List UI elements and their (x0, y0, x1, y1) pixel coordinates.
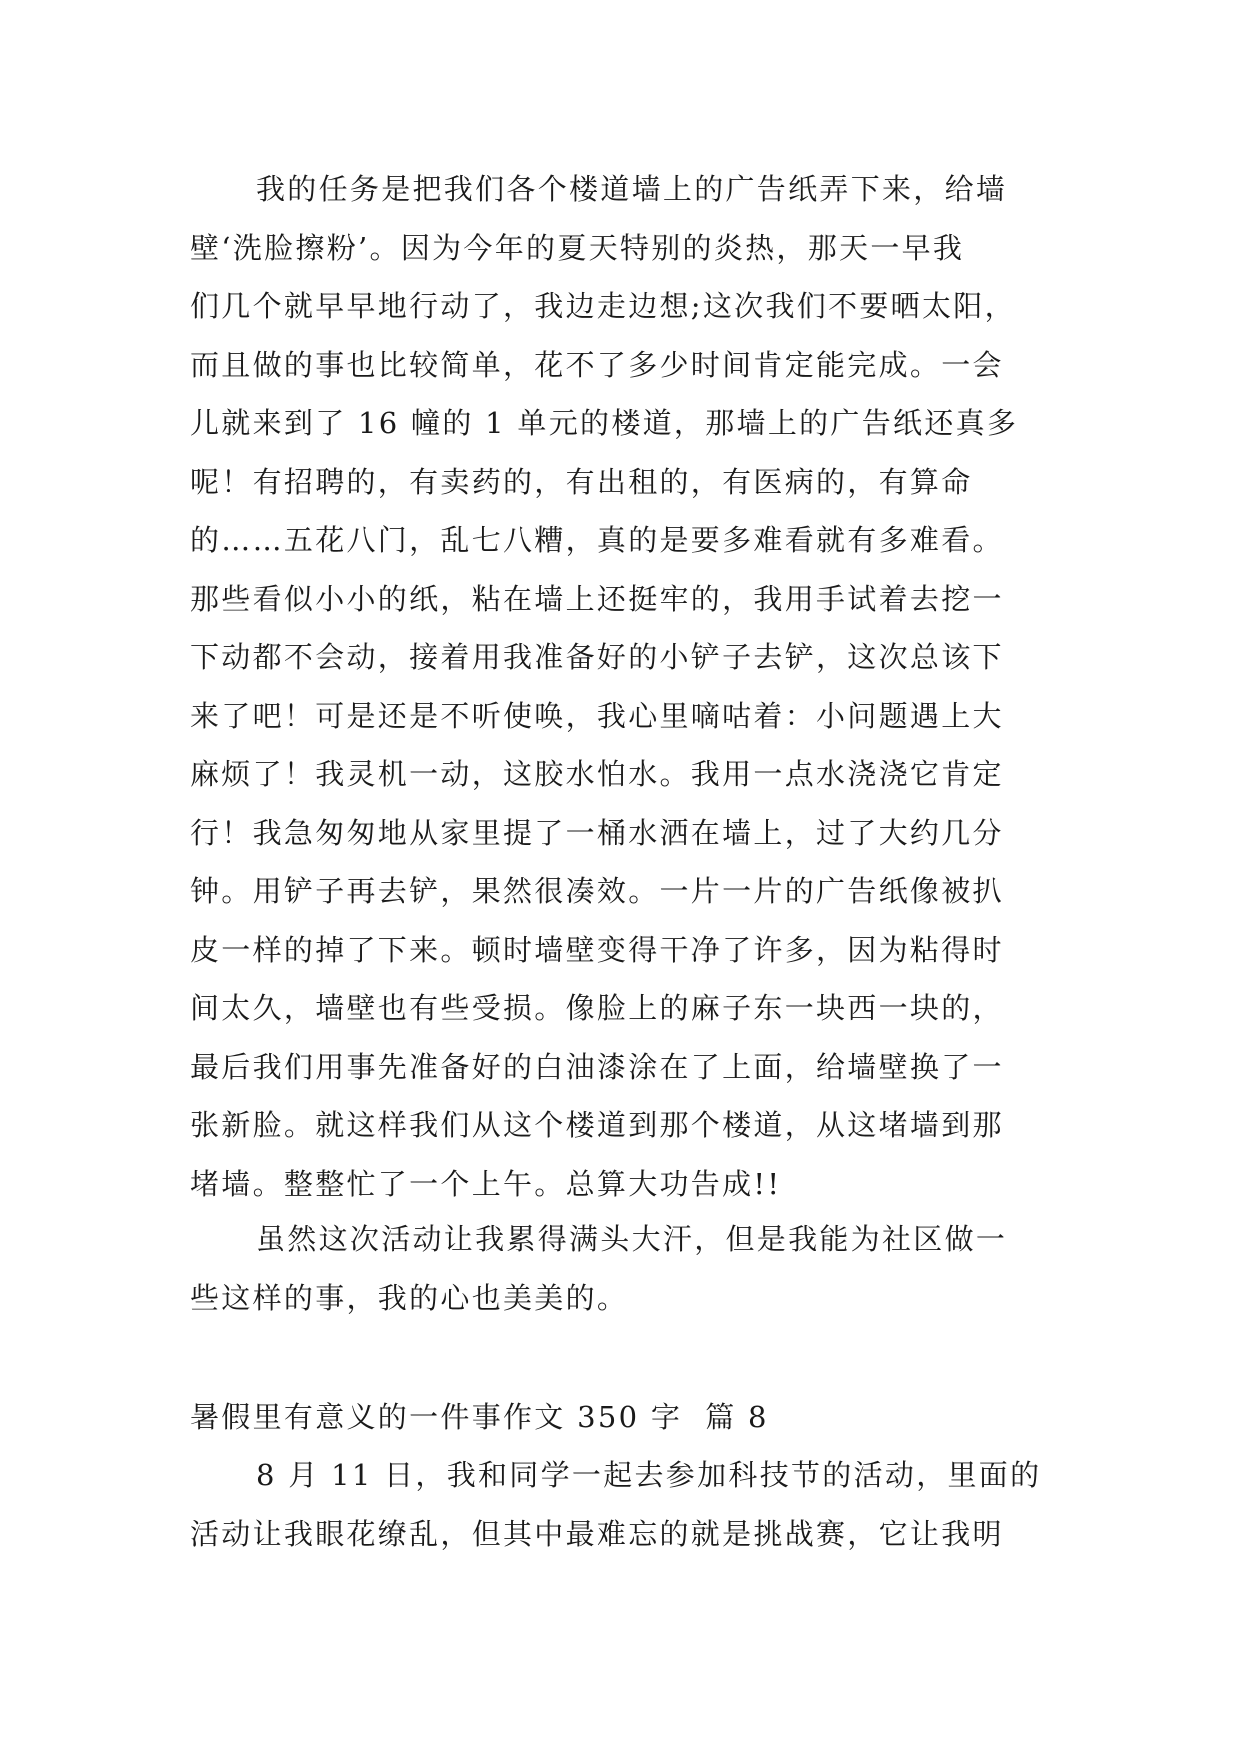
paragraph-line: 8 月 11 日，我和同学一起去参加科技节的活动，里面的 (256, 1458, 1042, 1492)
paragraph (190, 1446, 1050, 1563)
paragraph-line: 而且做的事也比较简单，花不了多少时间肯定能完成。一会 (190, 347, 1004, 382)
paragraph-line: 张新脸。就这样我们从这个楼道到那个楼道，从这堵墙到那 (190, 1108, 1004, 1142)
paragraph-line: 间太久，墙壁也有些受损。像脸上的麻子东一块西一块的， (190, 991, 1004, 1025)
paragraph-line: 儿就来到了 16 幢的 1 单元的楼道，那墙上的广告纸还真多 (190, 406, 1019, 440)
section-heading (190, 1388, 1050, 1447)
paragraph-line: 的……五花八门，乱七八糟，真的是要多难看就有多难看。 (190, 523, 1004, 557)
paragraph-line: 些这样的事，我的心也美美的。 (190, 1280, 629, 1315)
paragraph-line: 来了吧！可是还是不听使唤，我心里嘀咕着：小问题遇上大 (190, 698, 1004, 733)
paragraph-line: 活动让我眼花缭乱，但其中最难忘的就是挑战赛，它让我明 (190, 1516, 1004, 1551)
paragraph-line: 钟。用铲子再去铲，果然很凑效。一片一片的广告纸像被扒 (190, 874, 1004, 908)
paragraph-line: 我的任务是把我们各个楼道墙上的广告纸弄下来，给墙 (256, 172, 1008, 206)
paragraph-line: 们几个就早早地行动了，我边走边想;这次我们不要晒太阳， (190, 289, 1016, 323)
paragraph-line: 最后我们用事先准备好的白油漆涂在了上面，给墙壁换了一 (190, 1049, 1004, 1084)
paragraph-line: 堵墙。整整忙了一个上午。总算大功告成!! (190, 1166, 782, 1201)
paragraph-line: 壁‘洗脸擦粉’。因为今年的夏天特别的炎热，那天一早我 (190, 230, 965, 265)
paragraph-line: 麻烦了！我灵机一动，这胶水怕水。我用一点水浇浇它肯定 (190, 757, 1004, 791)
paragraph-line: 那些看似小小的纸，粘在墙上还挺牢的，我用手试着去挖一 (190, 581, 1004, 616)
paragraph-line: 呢！有招聘的，有卖药的，有出租的，有医病的，有算命 (190, 464, 973, 499)
paragraph-line: 皮一样的掉了下来。顿时墙壁变得干净了许多，因为粘得时 (190, 932, 1004, 967)
paragraph-line: 虽然这次活动让我累得满头大汗，但是我能为社区做一 (256, 1222, 1008, 1256)
heading-text: 暑假里有意义的一件事作文 350 字 篇 8 (190, 1400, 769, 1434)
paragraph-line: 行！我急匆匆地从家里提了一桶水洒在墙上，过了大约几分 (190, 815, 1004, 850)
paragraph-line: 下动都不会动，接着用我准备好的小铲子去铲，这次总该下 (190, 640, 1004, 674)
paragraph (190, 160, 1050, 1213)
paragraph (190, 1210, 1050, 1327)
